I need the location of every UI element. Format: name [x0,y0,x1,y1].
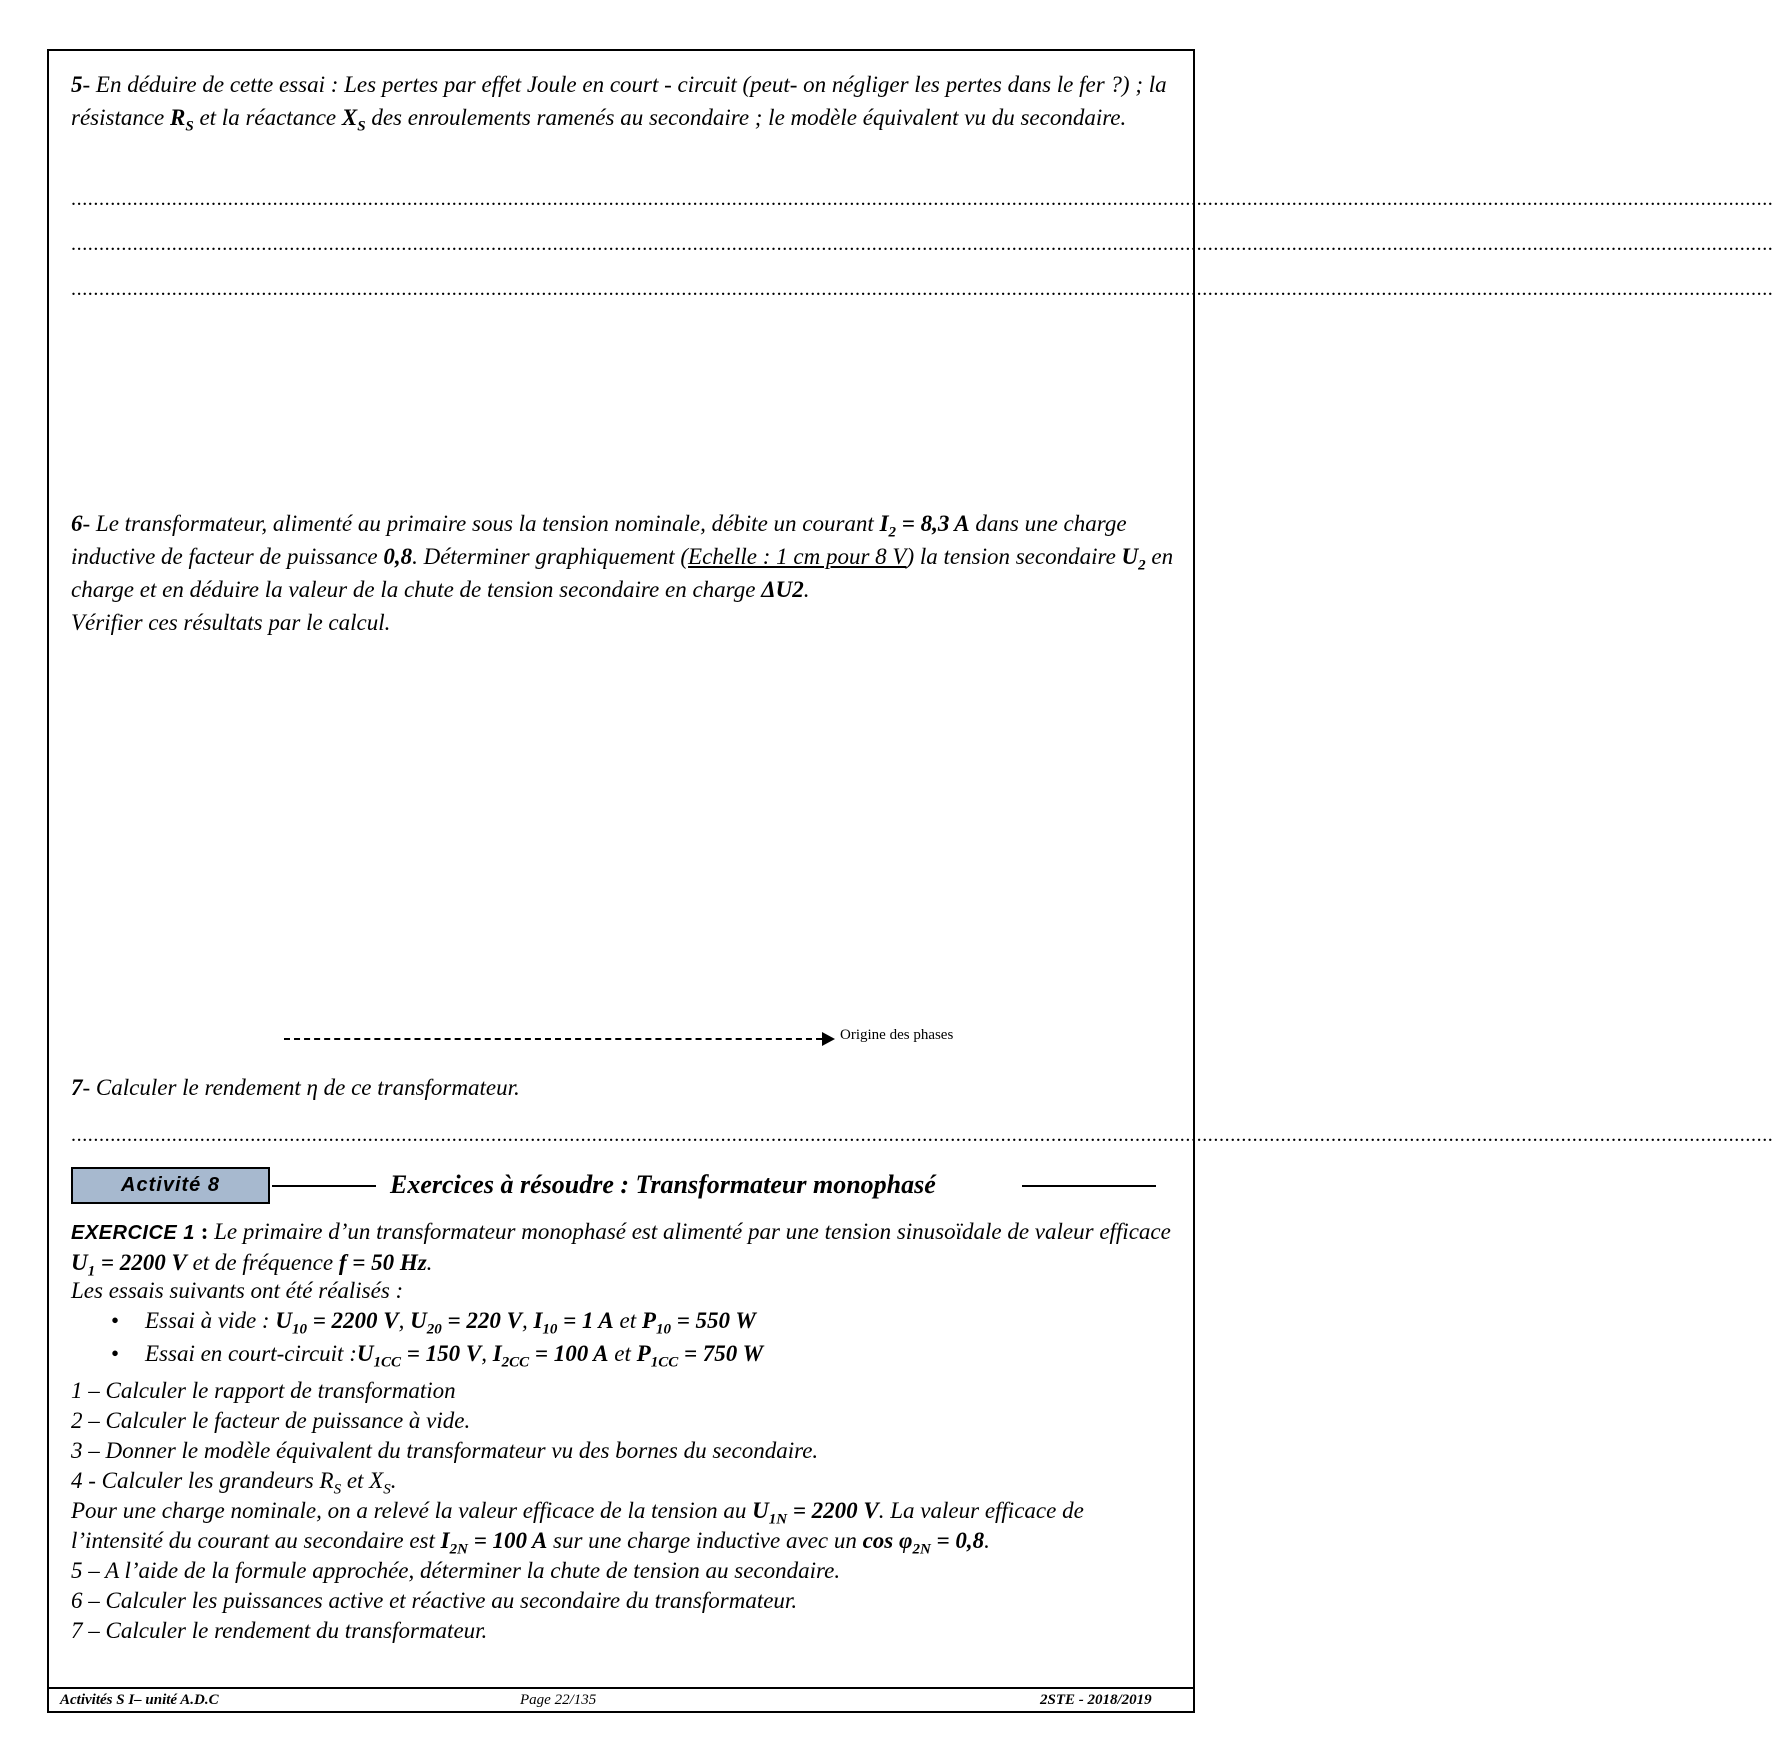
q5-number: 5 [71,72,83,97]
exercise-q2: 2 – Calculer le facteur de puissance à vide. [71,1408,471,1433]
q5-rs-symbol: $R_S$ [170,105,194,135]
exercise-q6: 6 – Calculer les puissances active et réactive au secondaire du transformateur. [71,1588,798,1613]
footer-divider [47,1687,1195,1689]
footer-left: Activités S I– unité A.D.C [60,1692,219,1708]
tests-intro: Les essais suivants ont été réalisés : [71,1278,404,1303]
q6-i2-value: $I_2 = 8,3$ A [879,511,970,541]
q5-text-b: et la réactance [193,105,342,130]
exercise-1-intro-c: . [426,1250,433,1275]
exercise-q1: 1 – Calculer le rapport de transformation [71,1378,456,1403]
q6-du2-symbol: ΔU2 [761,577,804,602]
list-item: • Essai en court-circuit $:U_{1CC} = 150$ V, $I_{2CC} = 100$ A et $P_{1CC} = 750$ W [71,1337,1181,1370]
phase-origin-label: Origine des phases [840,1027,954,1043]
footer-right: 2STE - 2018/2019 [1040,1692,1152,1708]
question-5 [71,68,1181,134]
q6-u2-symbol: $U_2$ [1121,544,1146,574]
answer-line: ................................................................................................................................................................................................................................................................................................................ [71,278,1773,300]
q6-text-a: - Le transformateur, alimenté au primaire sous la tension nominale, débite un courant [82,511,880,536]
exercise-q7: 7 – Calculer le rendement du transformateur. [71,1618,488,1643]
q6-text-c: . Déterminer graphiquement ( [412,544,689,569]
list-item: • Essai à vide : $U_{10} = 2200$ V, $U_{20} = 220$ V, $I_{10} = 1$ A et $P_{10} = 550$ W [71,1304,1181,1337]
q6-scale: Echelle : 1 cm pour 8 V [688,544,907,569]
q6-line2: Vérifier ces résultats par le calcul. [71,610,391,635]
frequency-value: f = 50 Hz [338,1250,427,1275]
q5-xs-symbol: $X_S$ [341,105,366,135]
exercise-load-text: Pour une charge nominale, on a relevé la valeur efficace de la tension au $U_{1N} = 2200$ V. La valeur efficace de l’intensité du courant au secondaire est $I_{2N} = 100$ A sur une charge inductive avec un $\cos \varphi_{2N} = 0,8$. [71,1498,1084,1558]
exercise-q3: 3 – Donner le modèle équivalent du transformateur vu des bornes du secondaire. [71,1438,819,1463]
exercise-1-intro-a: Le primaire d’un transformateur monophasé est alimenté par une tension sinusoïdale de valeur efficace [214,1219,1171,1244]
question-6 [71,507,1181,639]
activity-label-box: Activité 8 [71,1167,270,1204]
activity-rule-right [1022,1185,1156,1187]
q5-text-a: - En déduire de cette essai : Les pertes par effet Joule en court - circuit (peut- on négliger les pertes dans le fer ?) ; la résistance [71,72,1167,130]
exercise-1 [71,1217,1181,1646]
q6-text-f: . [803,577,810,602]
arrow-right-icon [822,1032,835,1046]
footer-page-number: Page 22/135 [520,1692,597,1708]
q7-number: 7 [71,1075,83,1100]
q5-text-c: des enroulements ramenés au secondaire ; le modèle équivalent vu du secondaire. [365,105,1127,130]
q6-text-d: ) la tension secondaire [906,544,1122,569]
u1-value: $U_1 = 2200$ V [71,1250,187,1280]
exercise-1-intro-b: et de fréquence [186,1250,339,1275]
activity-rule-left [272,1185,376,1187]
exercise-1-label: EXERCICE 1 [71,1222,195,1244]
exercise-q4: 4 - Calculer les grandeurs $R_S$ et $X_S$. [71,1468,397,1498]
q6-text-b: dans une charge inductive de facteur de puissance [71,511,1127,569]
q6-text-e: en charge et en déduire la valeur de la chute de tension secondaire en charge [71,544,1174,602]
q6-power-factor: 0,8 [383,544,413,569]
answer-line: ................................................................................................................................................................................................................................................................................................................ [71,188,1773,210]
tests-list [71,1304,1181,1370]
question-7 [71,1071,1181,1104]
exercise-q5: 5 – A l’aide de la formule approchée, déterminer la chute de tension au secondaire. [71,1558,841,1583]
phase-axis-dashed-line [284,1038,822,1040]
answer-line: ................................................................................................................................................................................................................................................................................................................ [71,1124,1773,1146]
answer-line: ................................................................................................................................................................................................................................................................................................................ [71,233,1773,255]
activity-title: Exercices à résoudre : Transformateur monophasé [390,1170,936,1199]
q6-number: 6 [71,511,83,536]
exercise-1-colon: : [194,1219,215,1244]
q7-text: - Calculer le rendement η de ce transformateur. [82,1075,520,1100]
